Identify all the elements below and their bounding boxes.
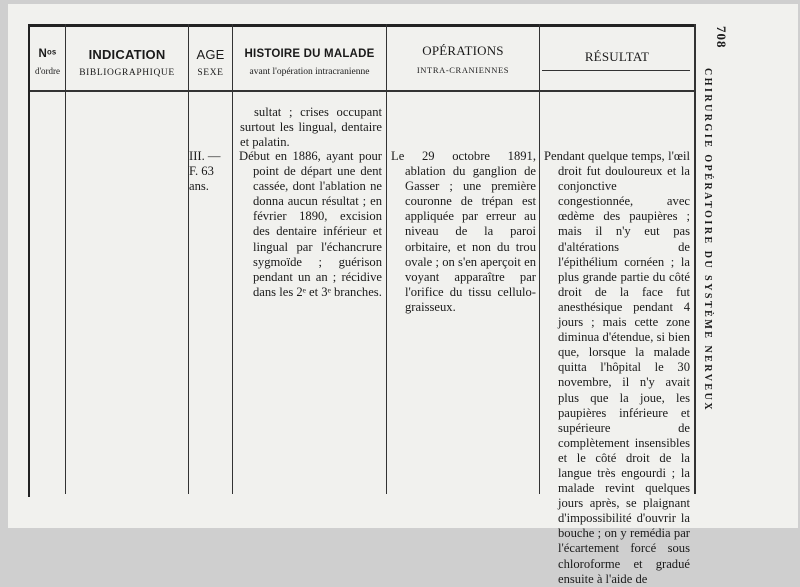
column-divider [386,24,387,494]
header-age-sexe: AGE SEXE [196,47,225,78]
column-divider [65,24,66,494]
header-resultat: RÉSULTAT [584,49,650,64]
book-page [8,4,798,586]
header-rule [30,90,694,92]
column-divider [232,24,233,494]
page-number: 708 [714,26,729,49]
header-operations: OPÉRATIONS INTRA-CRANIENNES [416,43,510,75]
operations-cell: Le 29 octobre 1891, ablation du ganglion de Gasser ; une première couronne de trépan est appliquée par erreur au niveau de la paroi orbitaire, et non du trou ovale ; on s'en aperçoit en voyant apparaître par l'orifice du tissu cellulo-graisseux. [391,149,536,314]
header-indication: INDICATION BIBLIOGRAPHIQUE [79,47,175,78]
resultat-cell: Pendant quelque temps, l'œil droit fut douloureux et la conjonctive congestionnée, avec œdème des paupières ; mais il n'y eut pas d'altérations de l'épithélium cornéen ; la plus grande partie du côté droit de la face fut anesthésique pendant 4 jours ; mais cette zone diminua d'étendue, si bien que, lorsque la malade quitta l'hôpital le 30 novembre, il n'y avait plus que la joue, les paupières inférieure et supérieure de complètement insensibles et le côté droit de la langue très engourdi ; la malade revint quelques jours après, se plaignant d'impossibilité d'ouvrir la bouche ; on y remédia par l'écartement forcé sous chloroforme et gradué ensuite à l'aide de [544,149,690,586]
running-head [702,26,729,412]
column-divider [539,24,540,494]
histoire-continuation: sultat ; crises occupant surtout les lingual, dentaire et palatin. [240,105,382,150]
age-sexe-cell: III. — F. 63 ans. [189,149,221,193]
header-numero: Nᵒˢ d'ordre [34,48,61,77]
histoire-cell: Début en 1886, ayant pour point de départ une dent cassée, dont l'ablation ne donna aucun résultat ; en février 1890, excision des dentaire inférieur et lingual par l'échancrure sygmoïde ; guérison pendant un an ; récidive dans les 2ᵉ et 3ᵉ branches. [239,149,382,299]
header-histoire: HISTOIRE DU MALADE avant l'opération intracranienne [244,48,375,78]
running-title: CHIRURGIE OPÉRATOIRE DU SYSTÈME NERVEUX [702,68,713,413]
column-divider [188,24,189,494]
column-divider [694,24,696,494]
header-underline [542,70,690,71]
